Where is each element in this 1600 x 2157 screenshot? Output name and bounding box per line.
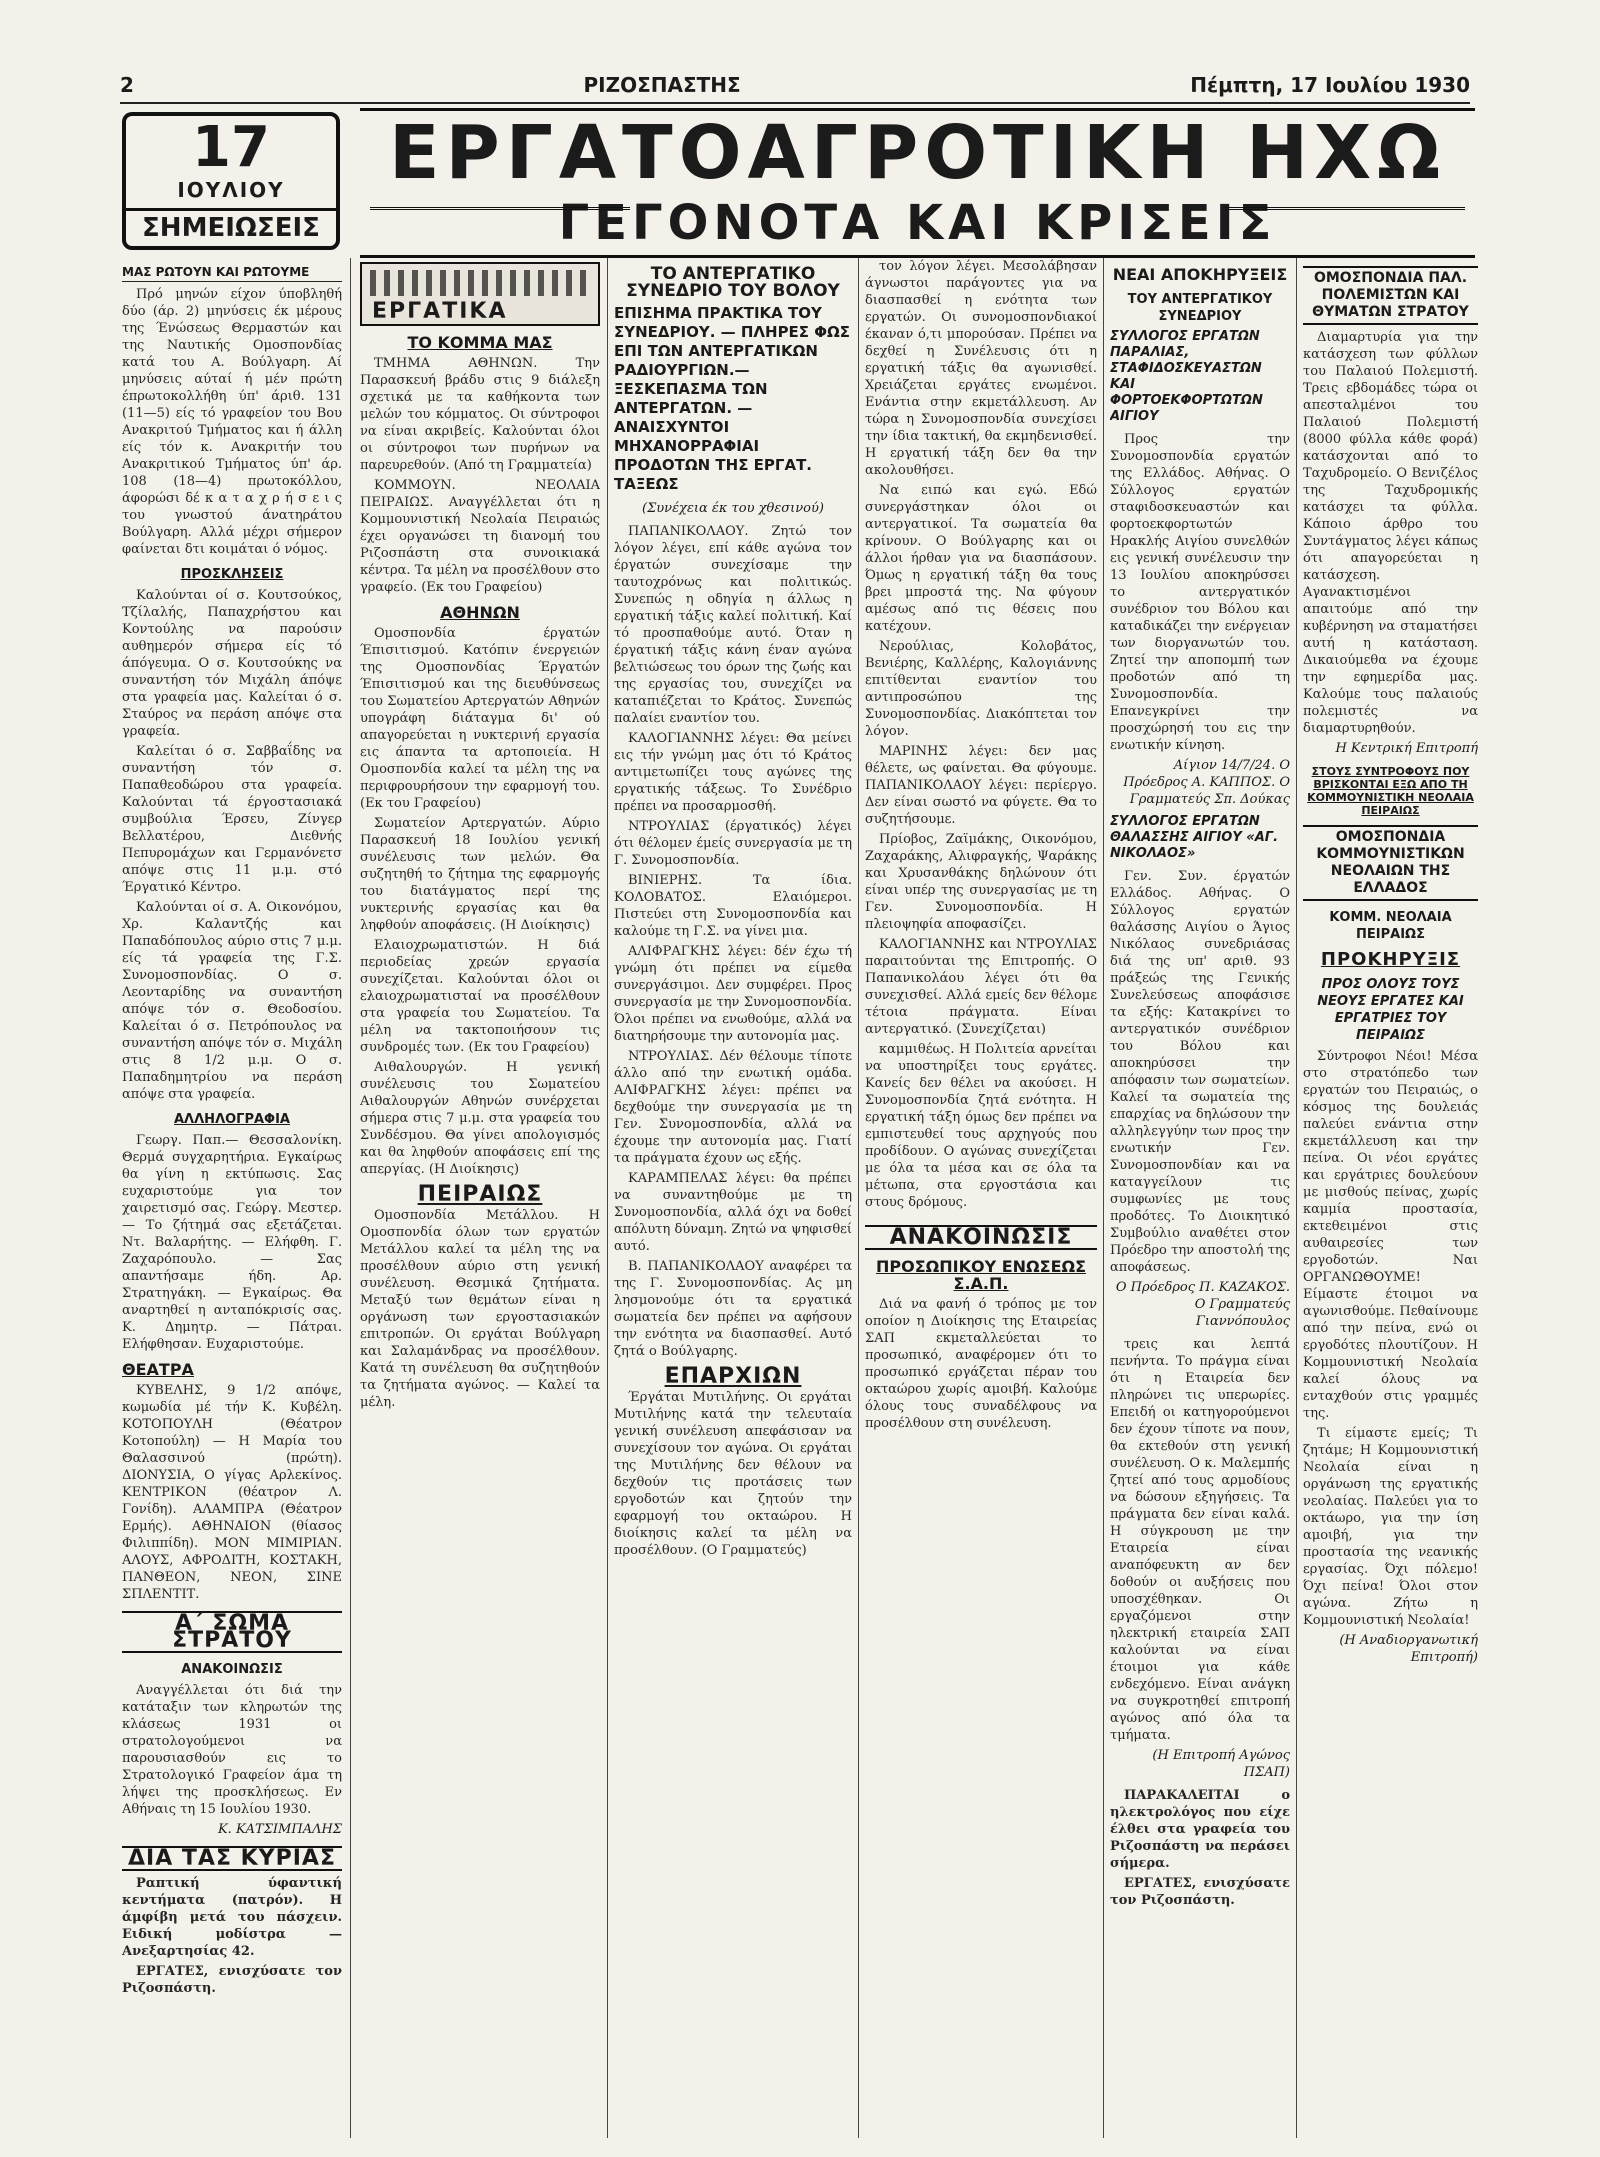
masthead-subtitle: ΓΕΓΟΝΟΤΑ ΚΑΙ ΚΡΙΣΕΙΣ xyxy=(558,195,1277,251)
congress-paragraph: ΑΛΙΦΡΑΓΚΗΣ λέγει: δέν έχω τή γνώμη ότι πρέπει να είμεθα συνεργάσιμοι. Δεν συμφέρει. Προς συνεργασία με την Συνομοσπονδία. Όλοι πρέπει να ενωθούμε, αλλά να διατηρήσουμε την αυτονομία μας. xyxy=(614,944,852,1044)
sap-signature: (Η Επιτροπή Αγώνος ΠΣΑΠ) xyxy=(1152,1748,1290,1780)
youth-piraeus-heading: ΚΟΜΜ. ΝΕΟΛΑΙΑ ΠΕΙΡΑΙΩΣ xyxy=(1329,910,1452,942)
congress-paragraph: ΒΙΝΙΕΡΗΣ. Τα ίδια. ΚΟΛΟΒΑΤΟΣ. Ελαιόμεροι. Πιστεύει στη Συνομοσπονδία και καλούμε τη Γ.Σ. να γίνει μια. xyxy=(614,873,852,939)
athens-heading: ΑΘΗΝΩΝ xyxy=(440,603,520,622)
column-rule xyxy=(350,258,351,2138)
athens-paragraph: Σωματείον Αρτεργατών. Αύριο Παρασκευή 18 Ιουλίου γενική συνέλευσις των μελών. Θα συζητηθή το ζήτημα της εφαρμογής του διατάγματος περί της νυκτερινής εργασίας και θα ληφθούν αποφάσεις. (Η Διοίκησις) xyxy=(360,816,600,933)
proclamation-paragraph: Σύντροφοι Νέοι! Μέσα στο στρατόπεδο των εργατών του Πειραιώς, ο κόσμος της δουλειάς παλεύει ενάντια στην εκμετάλλευση και την πείνα. Οι νέοι εργάτες και εργάτριες δουλεύουν με μισθούς πείνας, χωρίς καμμία προστασία, εκτεθειμένοι στις αυθαιρεσίες των εργοδοτών. Ναι ΟΡΓΑΝΩΘΟΥΜΕ! Είμαστε έτοιμοι να αγωνισθούμε. Πεθαίνουμε από την πείνα, ενώ οι εργοδότες πλουτίζουν. Η Κομμουνιστική Νεολαία καλεί όλους να ενταχθούν στις γραμμές της. xyxy=(1303,1049,1478,1421)
ladies-paragraph: Ραπτική ύφαντική κεντήματα (πατρόν). Η άμφίβη μετά του πάσχειν. Ειδική μοδίστρα — Ανεξαρτησίας 42. xyxy=(122,1876,342,1959)
invitations-paragraph: Καλούνται οί σ. Α. Οικονόμου, Χρ. Καλαντζής και Παπαδόπουλος αύριο στις 7 μ.μ. είς τά γραφεία της Γ.Σ. Συνομοσπονδίας. Ο σ. Λεονταρίδης να συναντήση απόψε τόν σ. Θεοδοσίου. Καλείται ό σ. Πετρόπουλος να συναντήση απόψε τόν σ. Μιχάλη στις 8 1/2 μ.μ. Ο σ. Παπαδημητρίου να περάση απόψε στα γραφεία. xyxy=(122,900,342,1102)
congress-headline: ΤΟ ΑΝΤΕΡΓΑΤΙΚΟ ΣΥΝΕΔΡΙΟ ΤΟΥ ΒΟΛΟΥ xyxy=(626,264,840,301)
column-rule xyxy=(858,258,859,2138)
party-paragraph: ΚΟΜΜΟΥΝ. ΝΕΟΛΑΙΑ ΠΕΙΡΑΙΩΣ. Αναγγέλλεται ότι η Κομμουνιστική Νεολαία Πειραιώς έχει οργανώσει τη διανομή του Ριζοσπάστη στα συνοικιακά κέντρα. Τα μέλη να προσέλθουν στο γραφείο. (Εκ του Γραφείου) xyxy=(360,478,600,595)
party-paragraph: ΤΜΗΜΑ ΑΘΗΝΩΝ. Την Παρασκευή βράδυ στις 9 διάλεξη σχετικά με τα καθήκοντα των μελών του κόμματος. Οι σύντροφοι να είναι ακριβείς. Καλούνται όλοι οι σύντροφοι των πυρήνων να παρευρεθούν. (Από τη Γραμματεία) xyxy=(360,356,600,473)
page-number: 2 xyxy=(120,73,134,97)
army-notice-heading: ΑΝΑΚΟΙΝΩΣΙΣ xyxy=(181,1662,283,1677)
piraeus-heading: ΠΕΙΡΑΙΩΣ xyxy=(417,1182,543,1207)
continued-note: (Συνέχεια έκ του χθεσινού) xyxy=(642,501,824,516)
date-month: ΙΟΥΛΙΟΥ xyxy=(177,178,285,202)
support-appeal: ΕΡΓΑΤΕΣ, ενισχύσατε τον Ριζοσπάστη. xyxy=(1110,1876,1290,1908)
youth-federation-heading: ΟΜΟΣΠΟΝΔΙΑ ΚΟΜΜΟΥΝΙΣΤΙΚΩΝ ΝΕΟΛΑΙΩΝ ΤΗΣ ΕΛΛΑΔΟΣ xyxy=(1303,825,1478,901)
army-notice-signature: Κ. ΚΑΤΣΙΜΠΑΛΗΣ xyxy=(217,1822,342,1837)
column-denunciations xyxy=(1110,258,1290,2138)
column-rule xyxy=(1296,258,1297,2138)
proclamation-paragraph: Τι είμαστε εμείς; Τι ζητάμε; Η Κομμουνιστική Νεολαία είναι η οργάνωση της εργατικής νεολαίας. Παλεύει για το οκτάωρο, για την ίση αμοιβή, για την προστασία της νεανικής εργασίας. Όχι πόλεμο! Όχι πείνα! Όλοι στον αγώνα. Ζήτω η Κομμουνιστική Νεολαία! xyxy=(1303,1426,1478,1628)
notes-kicker: ΜΑΣ ΡΩΤΟΥΝ ΚΑΙ ΡΩΤΟΥΜΕ xyxy=(122,264,342,282)
theatres-heading: ΘΕΑΤΡΑ xyxy=(122,1360,194,1379)
column-rule xyxy=(1103,258,1104,2138)
masthead-rule-left xyxy=(370,207,630,210)
proclamation-heading: ΠΡΟΚΗΡΥΞΙΣ xyxy=(1320,949,1461,970)
union-name: ΣΥΛΛΟΓΟΣ ΕΡΓΑΤΩΝ ΠΑΡΑΛΙΑΣ, ΣΤΑΦΙΔΟΣΚΕΥΑΣΤΩΝ ΚΑΙ ΦΟΡΤΟΕΚΦΟΡΤΩΤΩΝ ΑΙΓΙΟΥ xyxy=(1110,329,1263,424)
date-day: 17 xyxy=(192,115,270,180)
army-corps-heading: Α΄ ΣΩΜΑ ΣΤΡΑΤΟΥ xyxy=(122,1611,342,1653)
comrades-heading: ΣΤΟΥΣ ΣΥΝΤΡΟΦΟΥΣ ΠΟΥ ΒΡΙΣΚΟΝΤΑΙ ΕΞΩ ΑΠΟ ΤΗ ΚΟΜΜΟΥΝΙΣΤΙΚΗ ΝΕΟΛΑΙΑ ΠΕΙΡΑΙΩΣ xyxy=(1307,765,1474,817)
denunciations-heading: ΝΕΑΙ ΑΠΟΚΗΡΥΞΕΙΣ xyxy=(1112,265,1288,284)
notes-paragraph: Πρό μηνών είχον ύποβληθή δύο (άρ. 2) μηνύσεις έκ μέρους της Ένώσεως Θερμαστών και της Ναυτικής Ομοσπονδίας κατά του Α. Βούλγαρη. Αί μηνύσεις αύταί ή μέν πρώτη έπρωτοκολλήθη ύπ' άριθ. 131 (11—5) είς τό γραφείον του Βου Ανακριτού Τμήματος και ή άλλη είς τόν κ. Ανακριτήν του Ανακριτικού Τμήματος ύπ' άρ. 108 (18—4) πρωτοκόλλου, άφορώσι δέ κ α τ α χ ρ ή σ ε ι ς του γνωστού άνατηράτου Βούλγαρη. Αλλά μέχρι σήμερον φαίνεται δτι κοιμάται ό νόμος. xyxy=(122,287,342,557)
athens-paragraph: Ομοσπονδία έργατών Έπισιτισμού. Κατόπιν ένεργειών της Ομοσπονδίας Έργατών Έπισιτισμού και της διευθύνσεως του Σωματείου Αρτεργατών Αθηνών υπογράφη διάταγμα δι' ού απαγορεύεται η νυκτερινή εργασία εις άπαντα τα αρτοποιεία. Η Ομοσπονδία καλεί τα μέλη της να περιφρουρήσουν την εφαρμογή του. (Εκ του Γραφείου) xyxy=(360,626,600,811)
veterans-paragraph: Διαμαρτυρία για την κατάσχεση των φύλλων του Παλαιού Πολεμιστή. Τρεις εβδομάδες τώρα οι απεσταλμένοι του Παλαιού Πολεμιστή (8000 φύλλα κάθε φορά) κατάσχονται από το Ταχυδρομείο. Ο Βενιζέλος της Ταχυδρομικής κατάσχει τα φύλλα. Κάποιο άρθρο του Συντάγματος λέγει κάπως ότι απαγορεύεται η κατάσχεση. Αγανακτισμένοι απαιτούμε από την κυβέρνηση να σταματήσει αυτή η κατάσταση. Δικαιούμεθα να έχουμε την εφημερίδα μας. Καλούμε τους παλαιούς πολεμιστές να διαμαρτυρηθούν. xyxy=(1303,330,1478,736)
athens-paragraph: Αιθαλουργών. Η γενική συνέλευσις του Σωματείου Αιθαλουργών Αθηνών συνέρχεται σήμερα στις 7 μ.μ. στα γραφεία του Συνδέσμου. Θα γίνει απολογισμός και θα ληφθούν αποφάσεις επί της απεργίας. (Η Διοίκησις) xyxy=(360,1060,600,1177)
sap-notice-paragraph: Διά να φανή ό τρόπος με τον οποίον η Διοίκησις της Εταιρείας ΣΑΠ εκμεταλλεύεται το προσωπικό, αναφέρομεν ότι το προσωπικό εργάζεται πέραν του οκταώρου χωρίς αμοιβή. Καλούμε όλους τους συναδέλφους να προσέλθουν στη συνέλευση. xyxy=(865,1297,1097,1431)
labour-logo-text: ΕΡΓΑΤΙΚΑ xyxy=(372,299,508,324)
piraeus-paragraph: Ομοσπονδία Μετάλλου. Η Ομοσπονδία όλων των εργατών Μετάλλου καλεί τα μέλη της να προσέλθουν αύριο στη γενική συνέλευση. Θεσμικά ζητήματα. Μεταξύ των θεμάτων είναι η οργάνωση των εργοστασιακών επιτροπών. Οι εργάται Βούλγαρη και Σαλαμάνδρας να προσέλθουν. Κατά τη συνέλευση θα συζητηθούν τα ζητήματα αγώνος. — Καλεί τα μέλη. xyxy=(360,1208,600,1410)
union-name: ΣΥΛΛΟΓΟΣ ΕΡΓΑΤΩΝ ΘΑΛΑΣΣΗΣ ΑΙΓΙΟΥ «ΑΓ. ΝΙΚΟΛΑΟΣ» xyxy=(1110,814,1279,861)
congress-paragraph: τον λόγον λέγει. Μεσολάβησαν άγνωστοι παράγοντες για να διασπασθεί η ενότητα των εργατών. Οι συνομοσπονδιακοί έκαναν ό,τι μπορούσαν. Πρέπει να δεχθεί η Συνέλευσις ότι η εργατική τάξις θα αγωνισθεί. Χρειάζεται εργάτες ενωμένοι. Ενάντια στην εκμετάλλευση. Αν τώρα η Συνομοσπονδία συνεχίσει την ίδια τακτική, θα εκμηδενισθεί. Η εργατική τάξη δεν θα την ακολουθήσει. xyxy=(865,259,1097,478)
support-appeal: ΕΡΓΑΤΕΣ, ενισχύσατε τον Ριζοσπάστη. xyxy=(122,1964,342,1996)
invitations-paragraph: Καλείται ό σ. Σαββαΐδης να συναντήση τόν σ. Παπαθεοδώρου στα γραφεία. Καλούνται τά έργοστασιακά συμβούλια Έρσευ, Ζίνγερ Βελλατέρου, Διεθνής Πεπυρομάχων και Γερμανόνετσ απόψε στις 11 μ.μ. στό Έργατικό Κέντρο. xyxy=(122,744,342,895)
newspaper-name: ΡΙΖΟΣΠΑΣΤΗΣ xyxy=(583,73,741,97)
denunciations-subheading: ΤΟΥ ΑΝΤΕΡΓΑΤΙΚΟΥ ΣΥΝΕΔΡΙΟΥ xyxy=(1127,292,1273,324)
correspondence-paragraph: Γεωργ. Παπ.— Θεσσαλονίκη. Θερμά συγχαρητήρια. Εγκαίρως θα γίνη η εκτύπωσις. Σας ευχαριστούμε για τον χαιρετισμό σας. Γεώργ. Μεστερ. — Το ζήτημά σας εξετάζεται. Ντ. Βαλαρήτης. — Ελήφθη. Γ. Ζαχαρόπουλο. — Σας απαντήσαμε ήδη. Αρ. Στρατηγάκη. — Εγκαίρως. Θα αναρτηθεί η ανταπόκρισίς σας. Κ. Δημητρ. — Πάτραι. Ελήφθησαν. Ευχαριστούμε. xyxy=(122,1133,342,1352)
sap-paragraph: τρεις και λεπτά πενήντα. Το πράγμα είναι ότι η Εταιρεία δεν πληρώνει τις υπερωρίες. Επειδή οι κατηγορούμενοι δεν έχουν τίποτε να πουν, θα εκτεθούν στη γενική συνέλευση. Ο κ. Μαλεμπής ζητεί από τους αρμοδίους να δώσουν εξηγήσεις. Τα πράγματα δεν είναι καλά. Η σύγκρουση με την Εταιρεία είναι αναπόφευκτη αν δεν δοθούν οι αυξήσεις που υποσχέθηκαν. Οι εργαζόμενοι στην ηλεκτρική εταιρεία ΣΑΠ καλούνται να είναι έτοιμοι για κάθε ενδεχόμενο. Είναι ανάγκη να συγκροτηθεί επιτροπή αγώνος από όλα τα τμήματα. xyxy=(1110,1337,1290,1743)
congress-subheadline: ΕΠΙΣΗΜΑ ΠΡΑΚΤΙΚΑ ΤΟΥ ΣΥΝΕΔΡΙΟΥ. — ΠΛΗΡΕΣ ΦΩΣ ΕΠΙ ΤΩΝ ΑΝΤΕΡΓΑΤΙΚΩΝ ΡΑΔΙΟΥΡΓΙΩΝ.—ΞΕΣΚΕΠΑΣΜΑ ΤΩΝ ΑΝΤΕΡΓΑΤΩΝ. — ΑΝΑΙΣΧΥΝΤΟΙ ΜΗΧΑΝΟΡΡΑΦΙΑΙ ΠΡΟΔΟΤΩΝ ΤΗΣ ΕΡΓΑΤ. ΤΑΞΕΩΣ xyxy=(614,304,851,493)
request-notice: ΠΑΡΑΚΑΛΕΙΤΑΙ ο ηλεκτρολόγος που είχε έλθει στα γραφεία του Ριζοσπάστη να περάσει σήμερα. xyxy=(1110,1788,1290,1871)
party-heading: ΤΟ ΚΟΜΜΑ ΜΑΣ xyxy=(407,333,553,352)
proclamation-signature: (Η Αναδιοργανωτική Επιτροπή) xyxy=(1339,1633,1478,1665)
issue-date: Πέμπτη, 17 Ιουλίου 1930 xyxy=(1190,73,1470,97)
congress-paragraph: Πρίοβος, Ζαϊμάκης, Οικονόμου, Ζαχαράκης, Αλιφραγκής, Ψαράκης και Χρυσανθάκης δηλώνουν ότι είναι υπέρ της συνεργασίας με τη Γεν. Συνομοσπονδία. Η πλειοψηφία αποφασίζει. xyxy=(865,832,1097,932)
resolution-signature: Αίγιον 14/7/24. Ο Πρόεδρος Α. ΚΑΠΠΟΣ. Ο Γραμματεύς Σπ. Δούκας xyxy=(1123,758,1290,807)
provinces-heading: ΕΠΑΡΧΙΩΝ xyxy=(664,1364,802,1389)
proclamation-subheading: ΠΡΟΣ ΟΛΟΥΣ ΤΟΥΣ ΝΕΟΥΣ ΕΡΓΑΤΕΣ ΚΑΙ ΕΡΓΑΤΡΙΕΣ ΤΟΥ ΠΕΙΡΑΙΩΣ xyxy=(1317,977,1464,1043)
header-rule xyxy=(120,102,1470,104)
veterans-heading: ΟΜΟΣΠΟΝΔΙΑ ΠΑΛ. ΠΟΛΕΜΙΣΤΩΝ ΚΑΙ ΘΥΜΑΤΩΝ ΣΤΡΑΤΟΥ xyxy=(1303,266,1478,325)
column-rule xyxy=(607,258,608,2138)
masthead-rule-right xyxy=(1225,207,1465,210)
sap-notice-heading: ΑΝΑΚΟΙΝΩΣΙΣ xyxy=(865,1225,1097,1250)
congress-paragraph: Β. ΠΑΠΑΝΙΚΟΛΑΟΥ αναφέρει τα της Γ. Συνομοσπονδίας. Ας μη λησμονούμε ότι τα εργατικά σωματεία δεν πρέπει να αφήσουν την ενότητα να διασπασθεί. Αυτό ζητά ο Βούλγαρης. xyxy=(614,1259,852,1359)
column-labour xyxy=(360,258,600,2138)
column-congress xyxy=(614,258,852,2138)
congress-paragraph: ΚΑΛΟΓΙΑΝΝΗΣ και ΝΤΡΟΥΛΙΑΣ παραιτούνται της Επιτροπής. Ο Παπανικολάου λέγει ότι θα συνεχισθεί. Αλλά εμείς δεν θέλομε τέτοια πράγματα. Είναι αντεργατικό. (Συνεχίζεται) xyxy=(865,937,1097,1037)
athens-paragraph: Ελαιοχρωματιστών. Η διά περιοδείας χρεών εργασία συνεχίζεται. Καλούνται όλοι οι ελαιοχρωματισταί να προσέλθουν στα γραφεία του Σωματείου. Τα μέλη να τακτοποιήσουν τις συνδρομές των. (Εκ του Γραφείου) xyxy=(360,938,600,1055)
congress-paragraph: Να ειπώ και εγώ. Εδώ συνεργάστηκαν όλοι οι αντεργατικοί. Τα σωματεία θα κρίνουν. Ο Βούλγαρης και οι άλλοι ήρθαν για να διασπάσουν. Όμως η εργατική τάξη θα τους βρει μπροστά της. Να φύγουν αμέσως από τις θέσεις που κατέχουν. xyxy=(865,483,1097,634)
congress-paragraph: ΜΑΡΙΝΗΣ λέγει: δεν μας θέλετε, ως φαίνεται. Θα φύγουμε. ΠΑΠΑΝΙΚΟΛΑΟΥ λέγει: περίεργο. Δεν είναι σωστό να φύγετε. Θα το συζητήσουμε. xyxy=(865,744,1097,827)
theatres-paragraph: ΚΥΒΕΛΗΣ, 9 1/2 απόψε, κωμωδία μέ τήν Κ. Κυβέλη. ΚΟΤΟΠΟΥΛΗ (Θέατρον Κοτοπούλη) — Η Μαρία του Θαλασσινού (πρώτη). ΔΙΟΝΥΣΙΑ, Ο γίγας Αρλεκίνος. ΚΕΝΤΡΙΚΟΝ (θέατρον Λ. Γονίδη). ΑΛΑΜΠΡΑ (Θέατρον Ερμής). ΑΘΗΝΑΙΟΝ (θίασος Φιλιππίδη). ΜΟΝ ΜΙΜΙΡΙΑΝ. ΑΛΟΥΣ, ΑΦΡΟΔΙΤΗ, ΚΟΣΤΑΚΗ, ΠΑΝΘΕΟΝ, ΝΕΟΝ, ΣΙΝΕ ΣΠΛΕΝΤΙΤ. xyxy=(122,1383,342,1602)
date-box xyxy=(122,112,340,250)
ladies-heading: ΔΙΑ ΤΑΣ ΚΥΡΙΑΣ xyxy=(122,1846,342,1871)
veterans-signature: Η Κεντρική Επιτροπή xyxy=(1335,741,1478,756)
resolution-paragraph: Γεν. Συν. έργατών Ελλάδος. Αθήνας. Ο Σύλλογος εργατών θαλάσσης Αιγίου ο Άγιος Νικόλαος συνεδριάσας διά της υπ' αριθ. 93 πράξεώς της Γενικής Συνελεύσεως αποφάσισε τα εξής: Κατακρίνει το αντεργατικόν συνέδριον του Βόλου και αποκηρύσσει την απόφασιν των σωματείων. Καλεί τα σωματεία της επαρχίας να δηλώσουν την αλληλεγγύην των προς την ενωτικήν Γεν. Συνομοσπονδίαν και να καταγγείλουν τις συμφωνίες με τους προδότες. Το Διοικητικό Συμβούλιο αναθέτει στον Πρόεδρο την αποστολή της αποφάσεως. xyxy=(1110,869,1290,1275)
provinces-paragraph: Έργάται Μυτιλήνης. Οι εργάται Μυτιλήνης κατά την τελευταία γενική συνέλευση απεφάσισαν να συνεχίσουν τον αγώνα. Οι εργάται της Μυτιλήνης δεν θέλουν να δεχθούν τις προτάσεις των εργοδοτών και ζητούν την εφαρμογή του οκταώρου. Η διοίκησις καλεί τα μέλη να προσέλθουν. (Ο Γραμματεύς) xyxy=(614,1390,852,1558)
congress-paragraph: ΠΑΠΑΝΙΚΟΛΑΟΥ. Ζητώ τον λόγον λέγει, επί κάθε αγώνα τον έργατών συνεχίσαμε την ταυτοχρόνως και πολιτικώς. Συνεπώς η οδηγία η άλλως η εργατική τάξις καλεί πολιτική. Καί τό προσπαθούμε αυτό. Όταν η έργατική τάξις κάνη έναν αγώνα βελτιώσεως του όρων της ζωής και της εργασίας του, συνεχίζει να καταπιέζεται το Κράτος. Συνεπώς παλαίει εναντίον του. xyxy=(614,524,852,726)
congress-paragraph: καμμιθέως. Η Πολιτεία αρνείται να υποστηρίξει τους εργάτες. Κανείς δεν θέλει να ακούσει. Η Συνομοσπονδία ζητά ενότητα. Η εργατική τάξη όμως δεν πρέπει να εμπιστευθεί τους αρχηγούς που προδίδουν. Ο αγώνας συνεχίζεται με όλα τα μέσα και σε όλα τα μέτωπα, στα εργοστάσια και στους δρόμους. xyxy=(865,1042,1097,1210)
congress-paragraph: ΚΑΛΟΓΙΑΝΝΗΣ λέγει: Θα μείνει εις τήν γνώμη μας ότι τό Κράτος αντιμετωπίζει τους αγώνες της εργατικής τάξεως. Το Συνέδριο πρέπει να προσαρμοσθή. xyxy=(614,731,852,814)
congress-paragraph: ΝΤΡΟΥΛΙΑΣ. Δέν θέλουμε τίποτε άλλο από την ενωτική ομάδα. ΑΛΙΦΡΑΓΚΗΣ λέγει: πρέπει να δεχθούμε την συνεργασία με τη Γεν. Συνομοσπονδία, αλλά να έχουμε την αυτονομία μας. Γιατί τα πράγματα έχουν ως εξής. xyxy=(614,1049,852,1166)
column-notes xyxy=(122,258,342,2138)
factory-icon xyxy=(370,270,590,296)
notes-label: ΣΗΜΕΙΩΣΕΙΣ xyxy=(126,208,336,243)
congress-paragraph: Νερούλιας, Κολοβάτος, Βενιέρης, Καλλέρης, Καλογιάννης επιτίθενται εναντίον του αντιπροσώπου της Συνομοσπονδίας. Διακόπτεται τον λόγον. xyxy=(865,639,1097,739)
column-congress-cont xyxy=(865,258,1097,2138)
congress-paragraph: ΚΑΡΑΜΠΕΛΑΣ λέγει: θα πρέπει να συναντηθούμε με τη Συνομοσπονδία, αλλά όχι να δοθεί απόλυτη δύναμη. Ζητώ να ψηφισθεί αυτό. xyxy=(614,1171,852,1254)
resolution-signature: Ο Πρόεδρος Π. ΚΑΖΑΚΟΣ. Ο Γραμματεύς Γιαννόπουλος xyxy=(1115,1280,1290,1329)
running-header xyxy=(120,72,1470,98)
masthead-title: ΕΡΓΑΤΟΑΓΡΟΤΙΚΗ ΗΧΩ xyxy=(388,110,1447,196)
section-masthead xyxy=(360,108,1475,258)
column-veterans-youth xyxy=(1303,258,1478,2138)
sap-notice-subheading: ΠΡΟΣΩΠΙΚΟΥ ΕΝΩΣΕΩΣ Σ.Α.Π. xyxy=(875,1257,1087,1293)
correspondence-heading: ΑΛΛΗΛΟΓΡΑΦΙΑ xyxy=(174,1112,290,1127)
invitations-heading: ΠΡΟΣΚΛΗΣΕΙΣ xyxy=(180,567,284,582)
labour-section-logo xyxy=(360,262,600,326)
congress-paragraph: ΝΤΡΟΥΛΙΑΣ (έργατικός) λέγει ότι θέλομεν έμείς συνεργασία με τη Γ. Συνομοσπονδία. xyxy=(614,819,852,868)
invitations-paragraph: Καλούνται οί σ. Κουτσούκος, Τζίλαλής, Παπαχρήστου και Κοντούλης να παρούσιν αυθημερόν σήμερα είς τό άπόγευμα. Ο σ. Κουτσούκης να συναντήση τόν Μιχάλη άπόψε στα γραφεία μας. Καλείται ό σ. Σταύρος να περάση απόψε στα γραφεία. xyxy=(122,588,342,739)
army-notice-paragraph: Αναγγέλλεται ότι διά την κατάταξιν των κληρωτών της κλάσεως 1931 οι στρατολογούμενοι να παρουσιασθούν εις το Στρατολογικό Γραφείον άμα τη λήψει της προσκλήσεως. Εν Αθήναις τη 15 Ιουλίου 1930. xyxy=(122,1683,342,1817)
resolution-paragraph: Προς την Συνομοσπονδία εργατών της Ελλάδος. Αθήνας. Ο Σύλλογος εργατών σταφιδοσκευαστών και φορτοεκφορτωτών Ηρακλής Αιγίου συνελθών εις γενική συνέλευσιν την 13 Ιουλίου αποκηρύσσει το αντεργατικόν συνέδριον του Βόλου και καταδικάζει την ενέργειαν των διοργανωτών του. Ζητεί την αποπομπή των προδοτών από τη Συνομοσπονδία. Επανεγκρίνει την προσχώρησή του εις την ενωτικήν κίνηση. xyxy=(1110,432,1290,753)
